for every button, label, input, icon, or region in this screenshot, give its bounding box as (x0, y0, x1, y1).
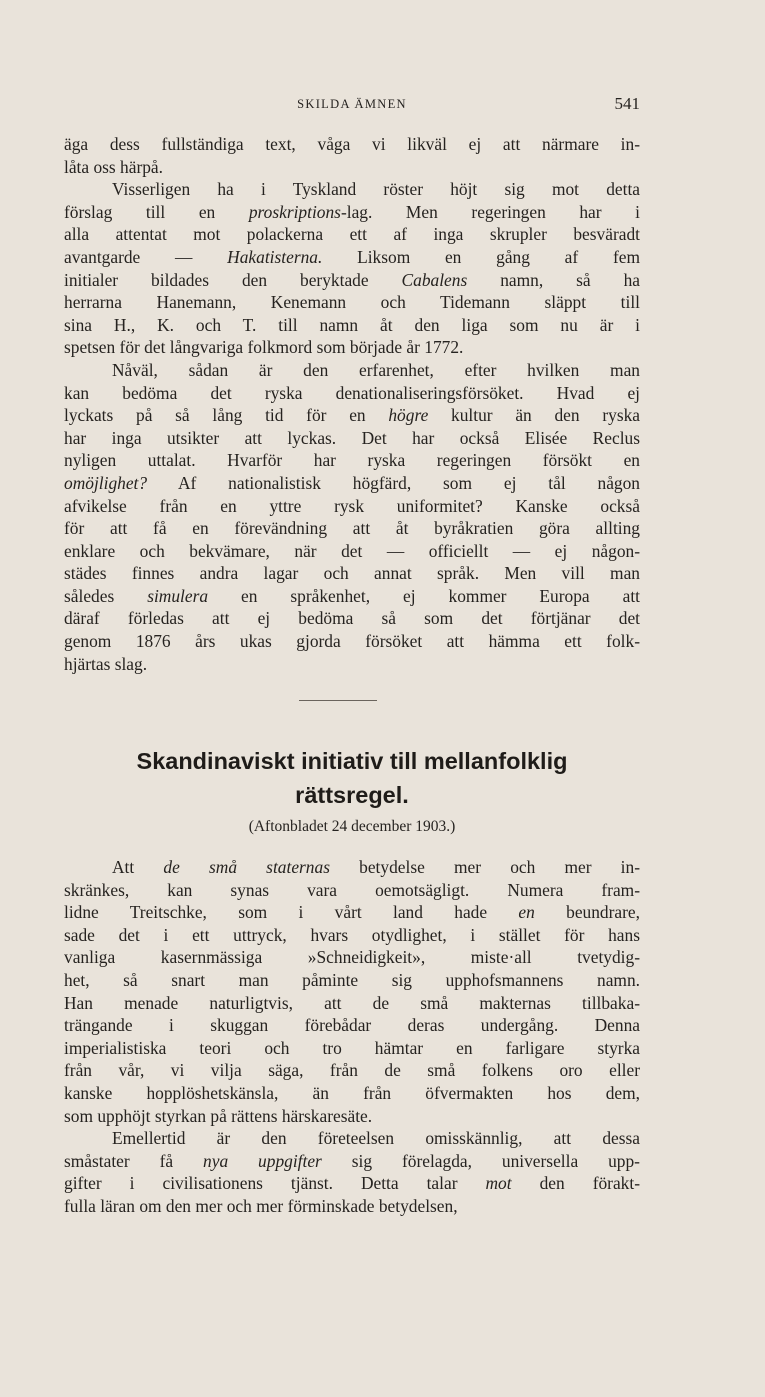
text-segment: avantgarde — (64, 246, 228, 267)
text-segment: afvikelse från en yttre rysk uniformitet? Kanske också (64, 495, 640, 516)
text-line (64, 1037, 640, 1060)
text-line (64, 201, 640, 224)
text-segment: imperialistiska teori och tro hämtar en farligare styrka (64, 1037, 640, 1058)
text-line (64, 178, 640, 201)
article-title-line-1: Skandinaviskt initiativ till mellanfolklig (136, 748, 568, 774)
text-line (64, 336, 640, 359)
text-segment: från vår, vi vilja säga, från de små folkens oro eller (64, 1060, 640, 1081)
text-segment: gifter i civilisationens tjänst. Detta talar (64, 1173, 486, 1194)
text-segment: lyckats på så lång tid för en (64, 405, 389, 426)
text-line (64, 1059, 640, 1082)
text-segment: förslag till en (64, 201, 249, 222)
text-line (64, 133, 640, 156)
text-line (64, 992, 640, 1015)
text-segment: kanske hopplöshetskänsla, än från öfvermakten hos dem, (64, 1082, 640, 1103)
text-line (64, 924, 640, 947)
text-line (64, 449, 640, 472)
text-segment: sade det i ett uttryck, hvars otydlighet, i stället för hans (64, 924, 640, 945)
text-segment: Visserligen ha i Tyskland röster höjt sig mot detta (112, 179, 640, 200)
text-segment: namn, så ha (467, 269, 640, 290)
text-segment: fulla läran om den mer och mer förminskade betydelsen, (64, 1195, 458, 1216)
text-segment: herrarna Hanemann, Kenemann och Tidemann släppt till (64, 292, 640, 313)
text-segment: Han menade naturligtvis, att de små makternas tillbaka- (64, 992, 640, 1013)
text-line (64, 404, 640, 427)
text-line (64, 562, 640, 585)
text-line (64, 946, 640, 969)
text-segment: Att (112, 857, 164, 877)
text-segment: spetsen för det långvariga folkmord som började år 1772. (64, 337, 464, 358)
text-line (64, 607, 640, 630)
text-line (64, 585, 640, 608)
text-segment: som upphöjt styrkan på rättens härskaresäte. (64, 1105, 373, 1126)
text-line (64, 1150, 640, 1173)
running-title: SKILDA ÄMNEN (297, 97, 407, 111)
text-segment: het, så snart man påminte sig upphofsmannens namn. (64, 969, 640, 990)
text-line (64, 901, 640, 924)
text-segment: således (64, 585, 148, 606)
text-line (64, 1014, 640, 1037)
text-line (64, 427, 640, 450)
text-line (64, 269, 640, 292)
page-number: 541 (614, 94, 640, 113)
text-segment: beundrare, (534, 902, 640, 923)
italic-text: mot (485, 1173, 512, 1194)
italic-text: högre (388, 405, 429, 426)
text-line (64, 246, 640, 269)
text-line (64, 1127, 640, 1150)
italic-text: proskriptions (248, 201, 341, 222)
text-line (64, 1172, 640, 1195)
text-segment: Af nationalistisk högfärd, som ej tål någon (147, 472, 640, 493)
text-line (64, 540, 640, 563)
text-line (64, 969, 640, 992)
text-line (64, 291, 640, 314)
text-segment: nyligen uttalat. Hvarför har ryska regeringen försökt en (64, 450, 640, 471)
text-segment: har inga utsikter att lyckas. Det har också Elisée Reclus (64, 427, 640, 448)
text-segment: vanliga kasernmässiga »Schneidigkeit», miste·all tvetydig- (64, 947, 640, 968)
text-line (64, 879, 640, 902)
text-line (64, 1195, 640, 1218)
text-line (64, 856, 640, 879)
continued-text (64, 133, 640, 675)
text-segment: -lag. Men regeringen har i (340, 201, 640, 222)
text-segment: Emellertid är den företeelsen omisskännlig, att dessa (112, 1128, 640, 1149)
text-segment: småstater få (64, 1150, 204, 1171)
text-segment: sina H., K. och T. till namn åt den liga som nu är i (64, 314, 640, 335)
text-segment: trängande i skuggan förebådar deras undergång. Denna (64, 1015, 640, 1036)
text-segment: hjärtas slag. (64, 653, 148, 674)
italic-text: Cabalens (401, 269, 468, 290)
text-line (64, 653, 640, 676)
text-line (64, 1082, 640, 1105)
text-segment: Liksom en gång af fem (322, 246, 640, 267)
article-body (64, 856, 640, 1218)
text-segment: städes finnes andra lagar och annat språk. Men vill man (64, 563, 640, 584)
running-head (64, 94, 640, 116)
text-line (64, 630, 640, 653)
text-line (64, 359, 640, 382)
article-title-line-2: rättsregel. (295, 782, 409, 808)
italic-text: omöjlighet? (64, 472, 148, 493)
text-line (64, 314, 640, 337)
article-source: (Aftonbladet 24 december 1903.) (248, 818, 456, 835)
italic-text: en (518, 902, 535, 923)
text-line (64, 1105, 640, 1128)
text-segment: däraf förledas att ej bedöma så som det förtjänar det (64, 608, 640, 629)
text-segment: låta oss härpå. (64, 156, 163, 177)
italic-text: simulera (147, 585, 209, 606)
text-segment: den förakt- (511, 1173, 641, 1194)
text-segment: kultur än den ryska (428, 405, 640, 426)
text-segment: kan bedöma det ryska denationaliseringsförsöket. Hvad ej (64, 382, 640, 403)
text-line (64, 223, 640, 246)
text-segment: lidne Treitschke, som i vårt land hade (64, 902, 519, 923)
text-line (64, 382, 640, 405)
italic-text: de små staternas (163, 857, 330, 877)
text-segment: en språkenhet, ej kommer Europa att (208, 585, 640, 606)
text-segment: äga dess fullständiga text, våga vi likväl ej att närmare in- (64, 134, 640, 154)
text-segment: genom 1876 års ukas gjorda försöket att hämma ett folk- (64, 631, 640, 652)
section-divider (299, 700, 377, 701)
text-segment: för att få en förevändning att åt byråkratien göra allting (64, 518, 640, 539)
text-segment: sig förelagda, universella upp- (321, 1150, 640, 1171)
text-segment: initialer bildades den beryktade (64, 269, 402, 290)
italic-text: Hakatisterna. (227, 246, 323, 267)
text-segment: skränkes, kan synas vara oemotsägligt. Numera fram- (64, 879, 640, 900)
text-line (64, 517, 640, 540)
text-segment: Nåväl, sådan är den erfarenhet, efter hvilken man (112, 359, 640, 380)
text-line (64, 156, 640, 179)
text-segment: betydelse mer och mer in- (329, 857, 641, 877)
text-segment: enklare och bekvämare, när det — officiellt — ej någon- (64, 540, 640, 561)
text-segment: alla attentat mot polackerna ett af inga skrupler besväradt (64, 224, 640, 245)
italic-text: nya uppgifter (203, 1150, 322, 1171)
article-title (64, 744, 640, 812)
text-line (64, 495, 640, 518)
text-line (64, 472, 640, 495)
